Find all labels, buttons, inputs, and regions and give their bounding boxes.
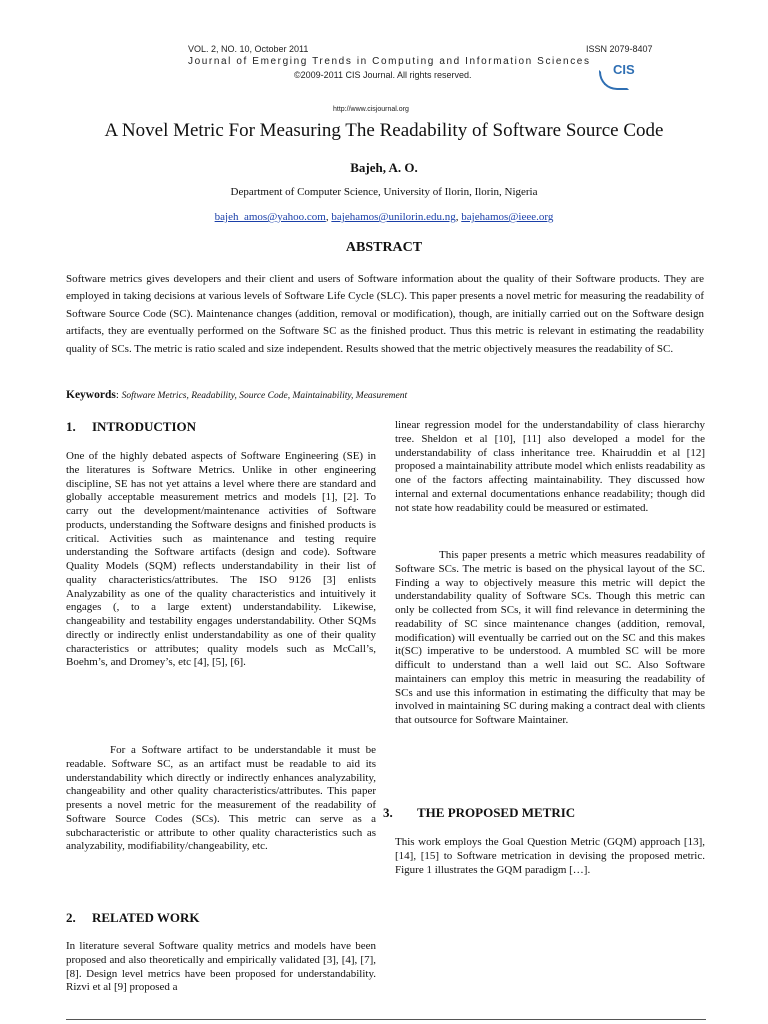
related-paragraph-2: This paper presents a metric which measures readability of Software SCs. The metric is based on the physical layout of the SC. Finding a way to objectively measure this metric will depict the understandability quality of Software SCs. Though this metric can only be collected from SCs, it will find relevance in determining the readability of SC since maintenance changes (addition, removal, modification) will eventually be carried out on the SC and this makes it(SC) imperative to be understood. A mumbled SC will be more difficult to understand than a well laid out SC. Also Software maintainers can employ this metric in measuring the readability of SCs and use this information in estimating the difficulty that may be involved in maintaining SC during making a contract deal with clients that outsource for Software Maintainer. — [395, 549, 705, 726]
keywords-values: Software Metrics, Readability, Source Code, Maintainability, Measurement — [121, 391, 408, 401]
section-title: INTRODUCTION — [92, 419, 197, 434]
keywords-colon: : — [115, 389, 122, 401]
author: Bajeh, A. O. — [350, 160, 418, 175]
section-number: 1. — [66, 419, 76, 434]
volume-info: VOL. 2, NO. 10, October 2011 — [188, 44, 309, 54]
section-heading-introduction — [66, 419, 196, 435]
copyright: ©2009-2011 CIS Journal. All rights reserved. — [294, 70, 472, 80]
author-emails — [0, 211, 768, 223]
intro-paragraph-1: One of the highly debated aspects of Software Engineering (SE) in the literatures is Software Metrics. Unlike in other engineering discipline, SE has not yet attains a level where there are standard and globally acceptable measurement metrics and models [1], [2]. To carry out the development/maintenance activities of Software products, understanding the Software designs and finished products is critical. Activities such as maintenance and testing require understanding the Software artifacts (design and code). Software Quality Models (SQM) reflects understandability in their list of quality characteristics/attributes. The ISO 9126 [3] enlists Analyzability as one of the quality characteristics and intuitively it engages (, to a large extent) understandability. Likewise, changeability and testability engages understandability. Other SQMs directly or indirectly enlist understandability as one of their quality characteristics or attributes; quality models such as McCall’s, Boehm’s, and Dromey’s, etc [4], [5], [6]. — [66, 450, 376, 669]
email-separator: , — [325, 211, 332, 223]
intro-paragraph-2: For a Software artifact to be understandable it must be readable. Software SC, as an artifact must be readable to aid its understandability which directly or indirectly enhances analyzability, changeability and other quality characteristics/attributes. This paper presents a novel metric for the measurement of the readability of Software Source Codes (SCs). This metric can serve as a subcharacteristic or attribute to other quality characteristics such as analyzability, modifiability/changeability, etc. — [66, 744, 376, 853]
paper-title: A Novel Metric For Measuring The Readability of Software Source Code — [104, 120, 664, 141]
keywords — [66, 389, 407, 401]
abstract-heading: ABSTRACT — [345, 240, 423, 255]
section-title: THE PROPOSED METRIC — [417, 805, 576, 820]
related-paragraph-1: In literature several Software quality metrics and models have been proposed and also theoretically and empirically validated [3], [4], [7], [8]. Design level metrics have been proposed for understandability. Rizvi et al [9] proposed a — [66, 940, 376, 994]
email-link-2[interactable]: bajehamos@unilorin.edu.ng — [331, 211, 456, 223]
email-link-3[interactable]: bajehamos@ieee.org — [461, 211, 554, 223]
logo-text: CIS — [613, 62, 635, 77]
related-paragraph-1-continued: linear regression model for the understandability of class hierarchy tree. Sheldon et al [10], [11] also developed a model for the understandability of class inheritance tree. Khairuddin et al [12] proposed a maintainability attribute model which enlists readability as one of the factors affecting maintainability. They discussed how internal and external documentations enhance readability; though did not state how readability could be measured or estimated. — [395, 419, 705, 514]
journal-name: Journal of Emerging Trends in Computing and Information Sciences — [188, 56, 591, 67]
journal-url[interactable]: http://www.cisjournal.org — [333, 106, 409, 113]
keywords-label: Keywords — [66, 389, 116, 401]
section-number: 3. — [383, 805, 393, 820]
section-number: 2. — [66, 910, 76, 925]
issn: ISSN 2079-8407 — [586, 44, 653, 54]
cis-logo — [599, 62, 635, 90]
affiliation: Department of Computer Science, University of Ilorin, Ilorin, Nigeria — [230, 186, 538, 198]
abstract-text: Software metrics gives developers and their client and users of Software information about the quality of their Software products. They are employed in taking decisions at various levels of Software Life Cycle (SLC). This paper presents a novel metric for measuring the readability of Software Source Code (SC). Maintenance changes (addition, removal or modification), though, are initially carried out on the Software design artifacts, they are eventually performed on the Software SC as the finished product. Thus this metric is relevant in estimating the readability quality of SCs. The metric is ratio scaled and size independent. Results showed that the metric objectively measures the readability of SC. — [66, 273, 704, 355]
section-title: RELATED WORK — [92, 910, 200, 925]
footer-rule — [66, 1019, 706, 1020]
email-separator: , — [455, 211, 462, 223]
proposed-paragraph-1: This work employs the Goal Question Metric (GQM) approach [13], [14], [15] to Software metrication in devising the proposed metric. Figure 1 illustrates the GQM paradigm […]. — [395, 836, 705, 876]
section-heading-related-work — [66, 910, 200, 926]
section-heading-proposed-metric — [383, 805, 575, 821]
email-link-1[interactable]: bajeh_amos@yahoo.com — [214, 211, 326, 223]
